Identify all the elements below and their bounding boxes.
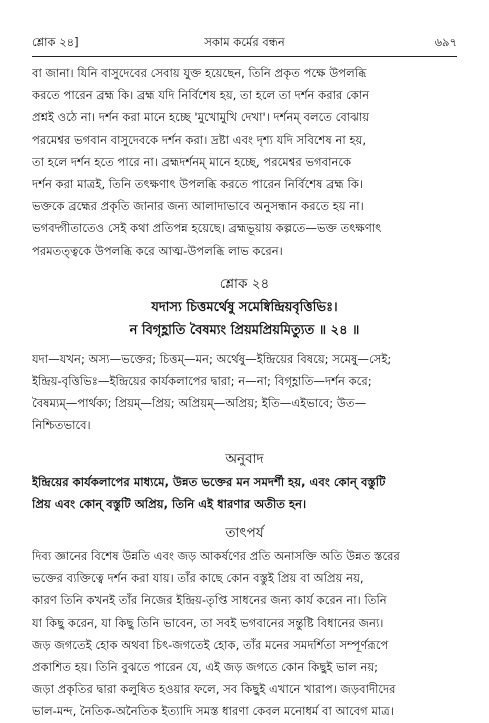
verse-reference: শ্লোক ২৪] (32, 35, 79, 49)
verse-line: যদাস্য চিত্তমর্থেষু সমেষ্বিন্দ্রিয়বৃত্তিভিঃ। (151, 299, 338, 315)
text-line: বা জানা। যিনি বাসুদেবের সেবায় যুক্ত হয়েছেন, তিনি প্রকৃত পক্ষে উপলব্ধি (32, 66, 367, 80)
synonym-line: নিশ্চিতভাবে। (32, 418, 91, 433)
translation-heading: অনুবাদ (225, 450, 264, 467)
translation-line: ইন্দ্রিয়ের কার্যকলাপের মাধ্যমে, উন্নত ভক্তের মন সমদর্শী হয়, এবং কোন্ বস্তুটি (32, 474, 386, 489)
translation-line: প্রিয় এবং কোন্ বস্তুটি অপ্রিয়, তিনি এই ধারণার অতীত হন। (32, 496, 307, 511)
chapter-title: সকাম কর্মের বন্ধন (204, 35, 285, 49)
text-line: জড় জগতেই হোক অথবা চিৎ-জগতেই হোক, তাঁর মনের সমদর্শিতা সম্পূর্ণরূপে (32, 637, 389, 652)
text-line: দিব্য জ্ঞানের বিশেষ উন্নতি এবং জড় আকর্ষণের প্রতি অনাসক্তি অতি উন্নত স্তরের (32, 549, 400, 564)
translation (32, 471, 457, 515)
text-line: ভাল-মন্দ, নৈতিক-অনৈতিক ইত্যাদি সমস্ত ধারণা কেবল মনোধর্ম বা আবেগ মাত্র। (32, 704, 394, 719)
page-body (32, 62, 457, 723)
header-rule (32, 56, 457, 57)
text-line: কারণ তিনি কখনই তাঁর নিজের ইন্দ্রিয়-তৃপ্তি সাধনের জন্য কার্য করেন না। তিনি (32, 593, 387, 608)
text-line: যা কিছু করেন, যা কিছু তিনি ভাবেন, তা সবই ভগবানের সন্তুষ্টি বিধানের জন্য। (32, 615, 384, 630)
synonym-line: বৈষম্যম্—পার্থক্য; প্রিয়ম্—প্রিয়; অপ্রিয়ম্—অপ্রিয়; ইতি—এইভাবে; উত— (32, 396, 367, 411)
verse-line: ন বিগৃহ্ণাতি বৈষম্যং প্রিয়মপ্রিয়মিত্যুত ॥ ২৪ ॥ (129, 322, 360, 338)
purport-continued (32, 62, 457, 262)
text-line: পরমতত্ত্বকে উপলব্ধি করে আত্ম-উপলব্ধি লাভ করেন। (32, 243, 283, 258)
page-number: ৬৯৭ (434, 35, 457, 49)
text-line: পরমেশ্বর ভগবান বাসুদেবকে দর্শন করা। দ্রষ্টা এবং দৃশ্য যদি সবিশেষ না হয়, (32, 132, 367, 147)
purport (32, 545, 457, 723)
text-line: ভক্তের ব্যক্তিত্বে দর্শন করা যায়। তাঁর কাছে কোন বস্তুই প্রিয় বা অপ্রিয় নয়, (32, 571, 364, 586)
synonyms (32, 348, 457, 437)
synonym-line: ইন্দ্রিয়-বৃত্তিভিঃ—ইন্দ্রিয়ের কার্যকলাপের দ্বারা; ন—না; বিগৃহ্ণাতি—দর্শন করে; (32, 374, 372, 389)
synonym-line: যদা—যখন; অস্য—ভক্তের; চিত্তম্—মন; অর্থেষু—ইন্দ্রিয়ের বিষয়ে; সমেষু—সেই; (32, 351, 392, 366)
page-header (32, 34, 457, 50)
purport-heading: তাৎপর্য (225, 525, 264, 542)
text-line: জড়া প্রকৃতির দ্বারা কলুষিত হওয়ার ফলে, সব কিছুই এখানে খারাপ। জড়বাদীদের (32, 682, 396, 697)
text-line: প্রকাশিত হয়। তিনি বুঝতে পারেন যে, এই জড় জগতে কোন কিছুই ভাল নয়; (32, 660, 379, 675)
verse-heading: শ্লোক ২৪ (219, 275, 270, 292)
text-line: ভক্তকে ব্রহ্মের প্রকৃতি জানার জন্য আলাদাভাবে অনুসন্ধান করতে হয় না। (32, 199, 364, 214)
text-line: দর্শন করা মাত্রই, তিনি তৎক্ষণাৎ উপলব্ধি করতে পারেন নির্বিশেষ ব্রহ্ম কি। (32, 177, 364, 192)
text-line: প্রশ্নই ওঠে না। দর্শন করা মানে হচ্ছে 'মুখোমুখি দেখা'। দর্শনম্ বলতে বোঝায় (32, 110, 370, 125)
sanskrit-verse (32, 296, 457, 342)
text-line: তা হলে দর্শন হতে পারে না। ব্রহ্মদর্শনম্ মানে হচ্ছে, পরমেশ্বর ভগবানকে (32, 154, 352, 169)
text-line: ভগবদ্গীতাতেও সেই কথা প্রতিপন্ন হয়েছে। ব্রহ্মভূয়ায় কল্পতে—ভক্ত তৎক্ষণাৎ (32, 221, 382, 236)
text-line: করতে পারেন ব্রহ্ম কি। ব্রহ্ম যদি নির্বিশেষ হয়, তা হলে তা দর্শন করার কোন (32, 88, 370, 103)
